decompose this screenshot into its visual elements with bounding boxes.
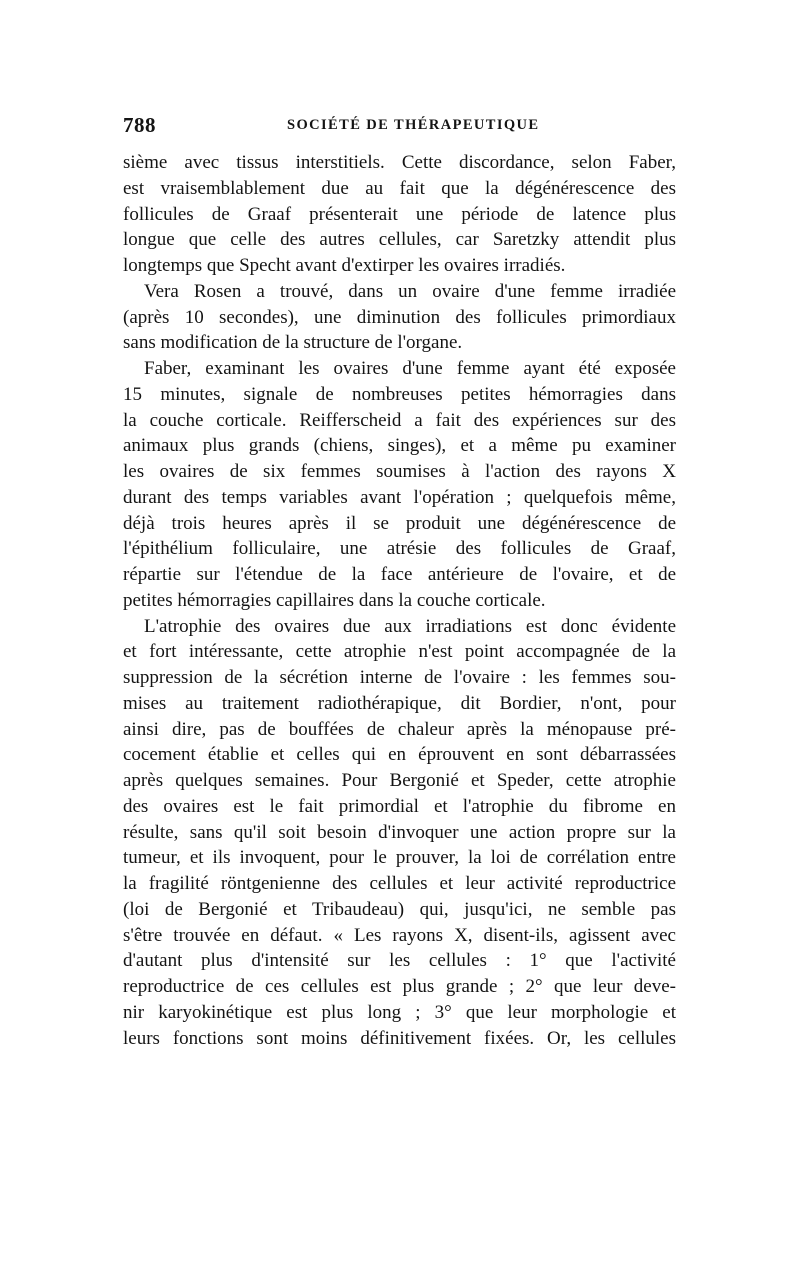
- text-line: les ovaires de six femmes soumises à l'action des rayons X: [123, 461, 676, 482]
- text-line: durant des temps variables avant l'opération ; quelquefois même,: [123, 486, 676, 508]
- text-line: répartie sur l'étendue de la face antérieure de l'ovaire, et de: [123, 564, 676, 585]
- text-line: Vera Rosen a trouvé, dans un ovaire d'une femme irradiée: [144, 280, 676, 302]
- text-line: résulte, sans qu'il soit besoin d'invoquer une action propre sur la: [123, 821, 676, 843]
- page-number: 788: [123, 113, 156, 137]
- text-line: follicules de Graaf présenterait une période de latence plus: [123, 203, 676, 225]
- running-head: [123, 113, 676, 141]
- text-line: sans modification de la structure de l'organe.: [123, 332, 463, 354]
- text-line: ainsi dire, pas de bouffées de chaleur après la ménopause pré-: [123, 718, 676, 740]
- text-line: L'atrophie des ovaires due aux irradiations est donc évidente: [144, 615, 676, 637]
- text-line: petites hémorragies capillaires dans la couche corticale.: [123, 589, 546, 611]
- text-line: l'épithélium folliculaire, une atrésie des follicules de Graaf,: [123, 538, 676, 560]
- text-line: après quelques semaines. Pour Bergonié et Speder, cette atrophie: [123, 770, 676, 791]
- text-line: déjà trois heures après il se produit une dégénérescence de: [123, 512, 676, 534]
- text-line: reproductrice de ces cellules est plus grande ; 2° que leur deve-: [123, 976, 676, 997]
- text-line: tumeur, et ils invoquent, pour le prouver, la loi de corrélation entre: [123, 847, 676, 869]
- text-line: animaux plus grands (chiens, singes), et a même pu examiner: [123, 435, 676, 457]
- text-line: mises au traitement radiothérapique, dit Bordier, n'ont, pour: [123, 692, 676, 714]
- text-line: (après 10 secondes), une diminution des follicules primordiaux: [123, 306, 676, 328]
- text-line: suppression de la sécrétion interne de l'ovaire : les femmes sou-: [123, 667, 676, 688]
- text-line: Faber, examinant les ovaires d'une femme ayant été exposée: [144, 358, 676, 379]
- text-line: (loi de Bergonié et Tribaudeau) qui, jusqu'ici, ne semble pas: [123, 898, 676, 920]
- text-line: et fort intéressante, cette atrophie n'est point accompagnée de la: [123, 641, 676, 663]
- text-line: la fragilité röntgenienne des cellules et leur activité reproductrice: [123, 873, 676, 894]
- text-line: s'être trouvée en défaut. « Les rayons X, disent-ils, agissent avec: [123, 924, 676, 946]
- running-title: SOCIÉTÉ DE THÉRAPEUTIQUE: [287, 117, 540, 133]
- text-line: nir karyokinétique est plus long ; 3° que leur morphologie et: [123, 1001, 676, 1023]
- text-line: 15 minutes, signale de nombreuses petites hémorragies dans: [123, 383, 676, 405]
- text-line: cocement établie et celles qui en éprouvent en sont débarrassées: [123, 744, 676, 766]
- text-line: leurs fonctions sont moins définitivement fixées. Or, les cellules: [123, 1027, 676, 1049]
- text-line: longue que celle des autres cellules, car Saretzky attendit plus: [123, 229, 676, 251]
- body-text: [123, 150, 676, 1051]
- text-line: d'autant plus d'intensité sur les cellules : 1° que l'activité: [123, 950, 676, 972]
- text-line: longtemps que Specht avant d'extirper les ovaires irradiés.: [123, 255, 566, 276]
- text-line: des ovaires est le fait primordial et l'atrophie du fibrome en: [123, 795, 676, 817]
- text-line: la couche corticale. Reifferscheid a fait des expériences sur des: [123, 409, 676, 431]
- text-line: sième avec tissus interstitiels. Cette discordance, selon Faber,: [123, 152, 676, 173]
- text-line: est vraisemblablement due au fait que la dégénérescence des: [123, 177, 676, 199]
